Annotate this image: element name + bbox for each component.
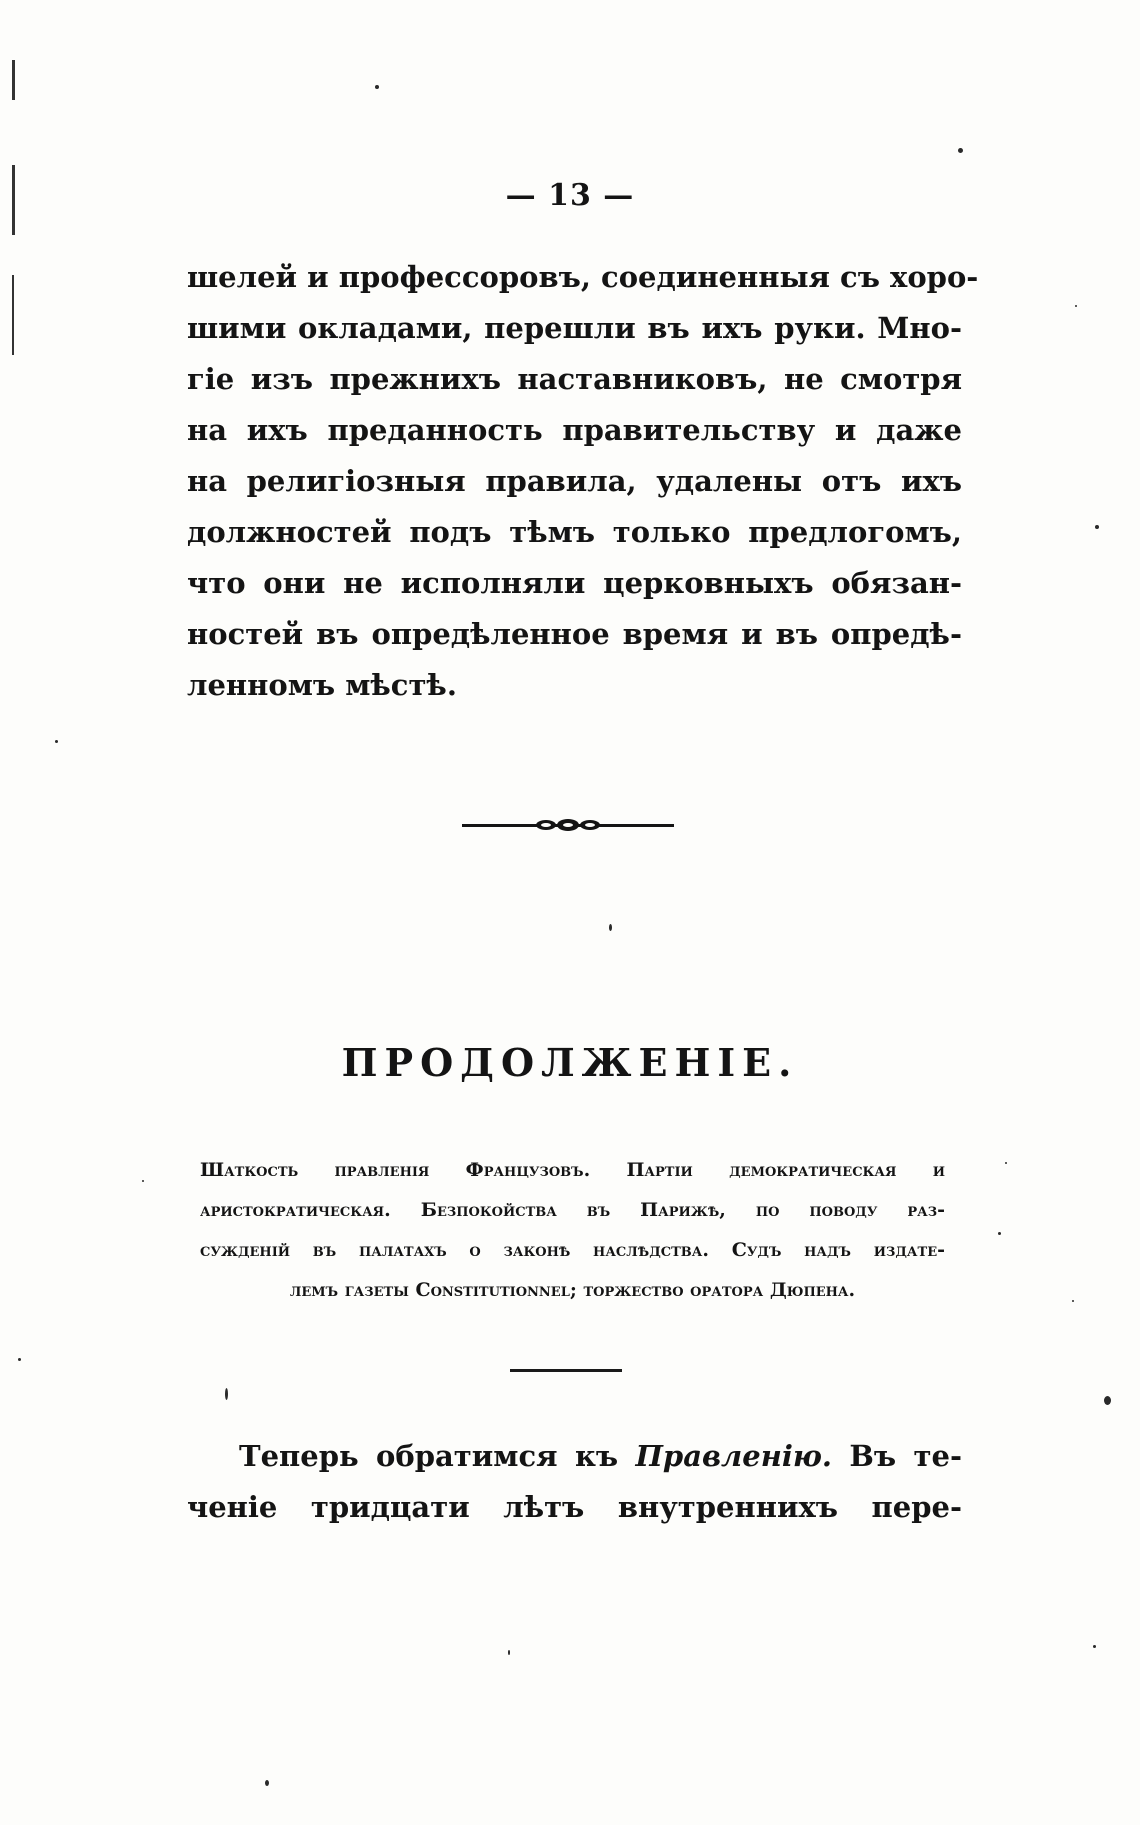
text-line: гіе изъ прежнихъ наставниковъ, не смотря: [187, 362, 962, 396]
section-title: ПРОДОЛЖЕНІЕ.: [341, 1040, 799, 1085]
scan-speck: [225, 1388, 228, 1400]
scan-speck: [958, 148, 963, 153]
scan-speck: [1075, 305, 1077, 307]
short-rule: [510, 1369, 622, 1372]
text-line: на религіозныя правила, удалены отъ ихъ: [187, 464, 962, 498]
scan-speck: [18, 1358, 21, 1361]
italic-term: Правленію.: [635, 1439, 833, 1473]
text-line: шелей и профессоровъ, соединенныя съ хоро-: [187, 260, 979, 294]
text-run: Въ те-: [832, 1439, 962, 1473]
paragraph-continued: [187, 252, 979, 711]
paragraph-new: [187, 1431, 962, 1533]
text-line: шими окладами, перешли въ ихъ руки. Мно-: [187, 311, 962, 345]
left-margin-rule: [12, 275, 14, 355]
text-line: ностей въ опредѣленное время и въ опредѣ-: [187, 617, 962, 651]
left-margin-rule: [12, 60, 15, 100]
scan-speck: [998, 1232, 1001, 1235]
scan-speck: [265, 1780, 269, 1786]
text-line: должностей подъ тѣмъ только предлогомъ,: [187, 515, 962, 549]
text-line: на ихъ преданность правительству и даже: [187, 413, 962, 447]
summary-line: сужденій въ палатахъ о законѣ наслѣдства. Судъ надъ издате-: [200, 1239, 945, 1261]
summary-line: Шаткость правленія Французовъ. Партіи демократическая и: [200, 1159, 945, 1181]
scan-speck: [55, 740, 58, 743]
ornament-divider: [462, 815, 674, 835]
scan-speck: [1095, 525, 1099, 529]
text-line: что они не исполняли церковныхъ обязан-: [187, 566, 962, 600]
scan-speck: [1005, 1162, 1007, 1164]
scan-speck: [609, 924, 612, 931]
scan-speck: [1093, 1645, 1096, 1648]
scan-speck: [142, 1180, 144, 1182]
scan-speck: [375, 85, 379, 89]
text-line: [187, 1431, 962, 1482]
scan-speck: [1072, 1300, 1074, 1302]
text-line: ченіе тридцати лѣтъ внутреннихъ пере-: [187, 1490, 962, 1524]
scan-speck: [508, 1650, 510, 1655]
text-line: ленномъ мѣстѣ.: [187, 668, 457, 702]
page-number: — 13 —: [505, 178, 635, 213]
summary-line: лемъ газеты Constitutionnel; торжество оратора Дюпена.: [289, 1279, 856, 1301]
scan-speck: [1104, 1396, 1111, 1405]
chapter-summary: [200, 1150, 945, 1310]
text-run: Теперь обратимся къ: [239, 1439, 636, 1473]
summary-line: аристократическая. Безпокойства въ Парижѣ, по поводу раз-: [200, 1199, 945, 1221]
